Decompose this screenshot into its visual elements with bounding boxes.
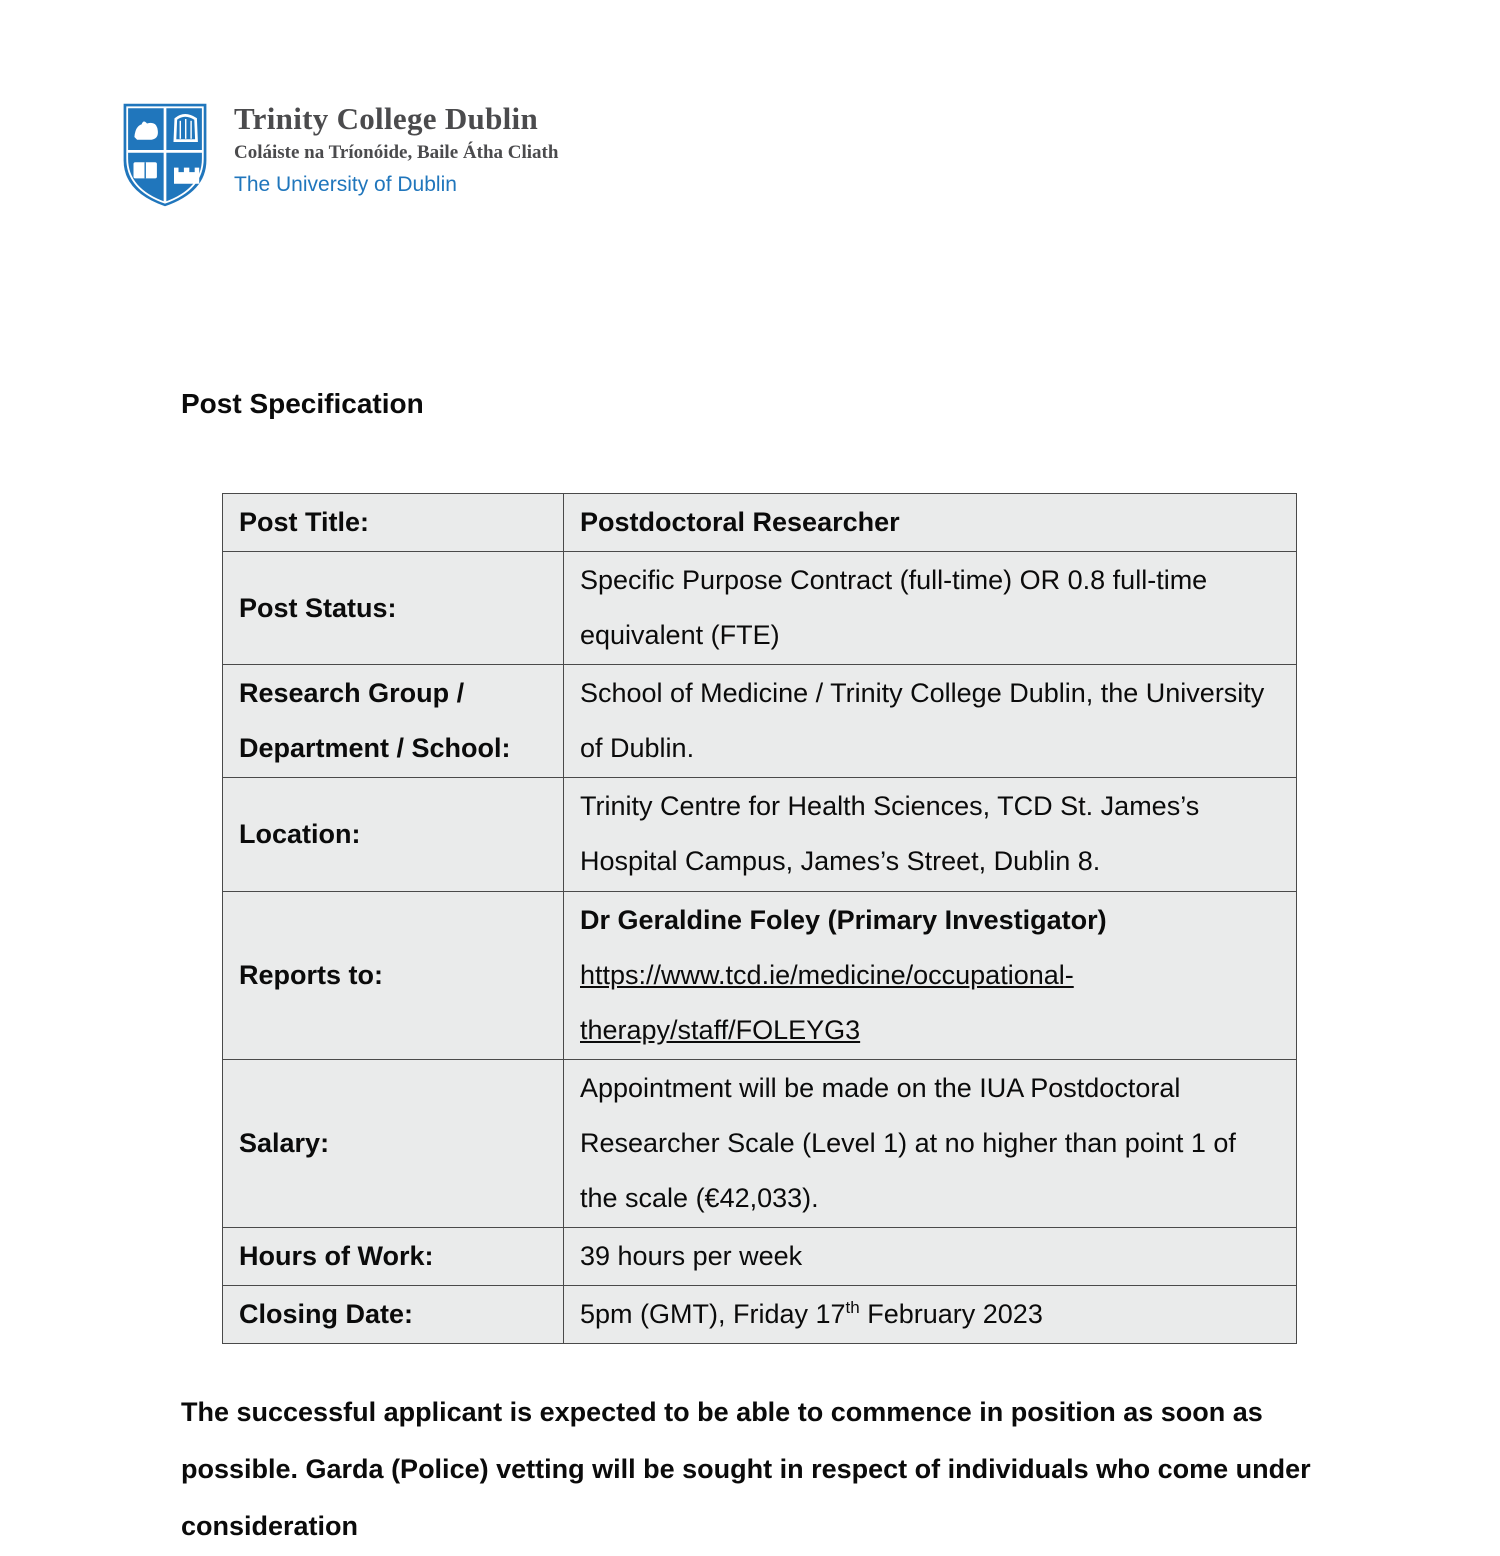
tcd-logo-text	[234, 95, 558, 197]
reports-to-label: Reports to:	[223, 891, 564, 1059]
reports-to-investigator: Dr Geraldine Foley (Primary Investigator)	[580, 904, 1107, 935]
page-title: Post Specification	[181, 388, 424, 419]
closing-date-value	[564, 1286, 1297, 1344]
table-row-post-status	[223, 552, 1297, 665]
table-row-post-title	[223, 494, 1297, 552]
reports-to-link-line2[interactable]: therapy/staff/FOLEYG3	[580, 1014, 861, 1045]
logo-title: Trinity College Dublin	[234, 101, 538, 136]
post-status-label: Post Status:	[223, 552, 564, 665]
closing-date-suffix: February 2023	[859, 1299, 1043, 1330]
reports-to-link-line1[interactable]: https://www.tcd.ie/medicine/occupational-	[580, 959, 1074, 990]
table-row-salary	[223, 1059, 1297, 1227]
post-title-value: Postdoctoral Researcher	[564, 494, 1297, 552]
tcd-crest-icon	[120, 95, 210, 215]
table-row-closing-date	[223, 1286, 1297, 1344]
closing-date-prefix: 5pm (GMT), Friday 17	[580, 1299, 846, 1330]
post-status-value: Specific Purpose Contract (full-time) OR 0.8 full-time equivalent (FTE)	[564, 552, 1297, 665]
hours-value: 39 hours per week	[564, 1228, 1297, 1286]
location-value: Trinity Centre for Health Sciences, TCD St. James’s Hospital Campus, James’s Street, Dublin 8.	[564, 778, 1297, 891]
hours-label: Hours of Work:	[223, 1228, 564, 1286]
logo-subtitle: Coláiste na Tríonóide, Baile Átha Cliath	[234, 142, 559, 163]
closing-date-label: Closing Date:	[223, 1286, 564, 1344]
footer-paragraph: The successful applicant is expected to be able to commence in position as soon as possible. Garda (Police) vetting will be sought in respect of individuals who come under consideration	[181, 1397, 1311, 1542]
salary-label: Salary:	[223, 1059, 564, 1227]
logo-tagline: The University of Dublin	[234, 173, 457, 196]
research-group-value: School of Medicine / Trinity College Dublin, the University of Dublin.	[564, 665, 1297, 778]
table-row-reports-to	[223, 891, 1297, 1059]
tcd-logo	[120, 95, 558, 215]
closing-date-ordinal: th	[845, 1298, 860, 1318]
post-specification-table	[222, 493, 1297, 1344]
post-title-label: Post Title:	[223, 494, 564, 552]
research-group-label: Research Group / Department / School:	[223, 665, 564, 778]
location-label: Location:	[223, 778, 564, 891]
table-row-hours	[223, 1228, 1297, 1286]
table-row-location	[223, 778, 1297, 891]
reports-to-value	[564, 891, 1297, 1059]
salary-value: Appointment will be made on the IUA Postdoctoral Researcher Scale (Level 1) at no higher than point 1 of the scale (€42,033).	[564, 1059, 1297, 1227]
table-row-research-group	[223, 665, 1297, 778]
